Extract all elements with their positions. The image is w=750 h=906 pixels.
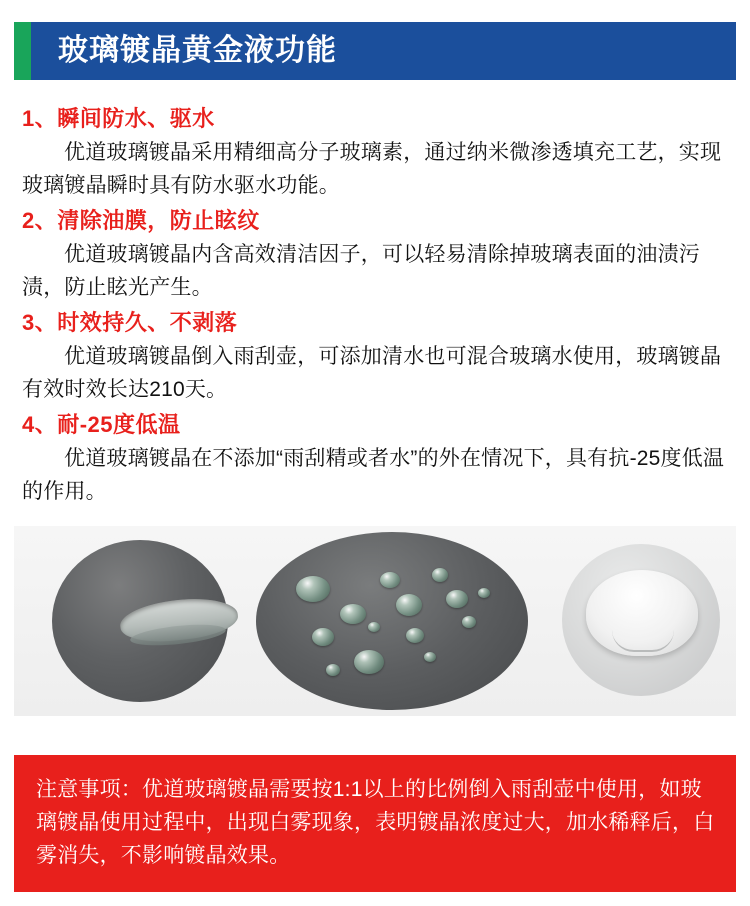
water-bead bbox=[478, 588, 490, 598]
water-bead bbox=[326, 664, 340, 676]
feature-section-4 bbox=[22, 408, 732, 508]
water-bead bbox=[432, 568, 448, 582]
water-bead bbox=[340, 604, 366, 624]
feature-list bbox=[22, 102, 732, 508]
water-bead bbox=[380, 572, 400, 588]
feature-section-1 bbox=[22, 102, 732, 202]
page-title: 玻璃镀晶黄金液功能 bbox=[58, 34, 337, 67]
feature-body: 优道玻璃镀晶倒入雨刮壶，可添加清水也可混合玻璃水使用，玻璃镀晶有效时效长达210天。 bbox=[22, 345, 722, 401]
water-bead bbox=[368, 622, 380, 632]
glass-plate-water-beads-photo bbox=[256, 532, 528, 710]
water-bead bbox=[396, 594, 422, 616]
feature-body: 优道玻璃镀晶内含高效清洁因子，可以轻易清除掉玻璃表面的油渍污渍，防止眩光产生。 bbox=[22, 243, 700, 299]
product-photo-strip bbox=[14, 526, 736, 716]
feature-title: 2、清除油膜，防止眩纹 bbox=[22, 208, 260, 233]
notice-text: 注意事项：优道玻璃镀晶需要按1:1以上的比例倒入雨刮壶中使用，如玻璃镀晶使用过程中，出现白雾现象，表明镀晶浓度过大，加水稀释后，白雾消失，不影响镀晶效果。 bbox=[36, 778, 715, 867]
glass-plate-smear-photo bbox=[52, 540, 228, 702]
water-bead bbox=[406, 628, 424, 643]
water-bead bbox=[296, 576, 330, 602]
feature-title: 4、耐-25度低温 bbox=[22, 412, 181, 437]
feature-title: 3、时效持久、不剥落 bbox=[22, 310, 238, 335]
feature-title: 1、瞬间防水、驱水 bbox=[22, 106, 215, 131]
notice-banner bbox=[14, 755, 736, 892]
page-header bbox=[14, 22, 736, 80]
water-bead bbox=[446, 590, 468, 608]
feature-section-2 bbox=[22, 204, 732, 304]
feature-section-3 bbox=[22, 306, 732, 406]
water-bead bbox=[354, 650, 384, 674]
feature-body: 优道玻璃镀晶采用精细高分子玻璃素，通过纳米微渗透填充工艺，实现玻璃镀晶瞬时具有防水驱水功能。 bbox=[22, 141, 722, 197]
product-info-page bbox=[0, 22, 750, 906]
water-bead bbox=[312, 628, 334, 646]
feature-body: 优道玻璃镀晶在不添加“雨刮精或者水”的外在情况下，具有抗-25度低温的作用。 bbox=[22, 447, 725, 503]
header-accent-bar bbox=[14, 22, 31, 80]
water-bead bbox=[424, 652, 436, 662]
water-bead bbox=[462, 616, 476, 628]
